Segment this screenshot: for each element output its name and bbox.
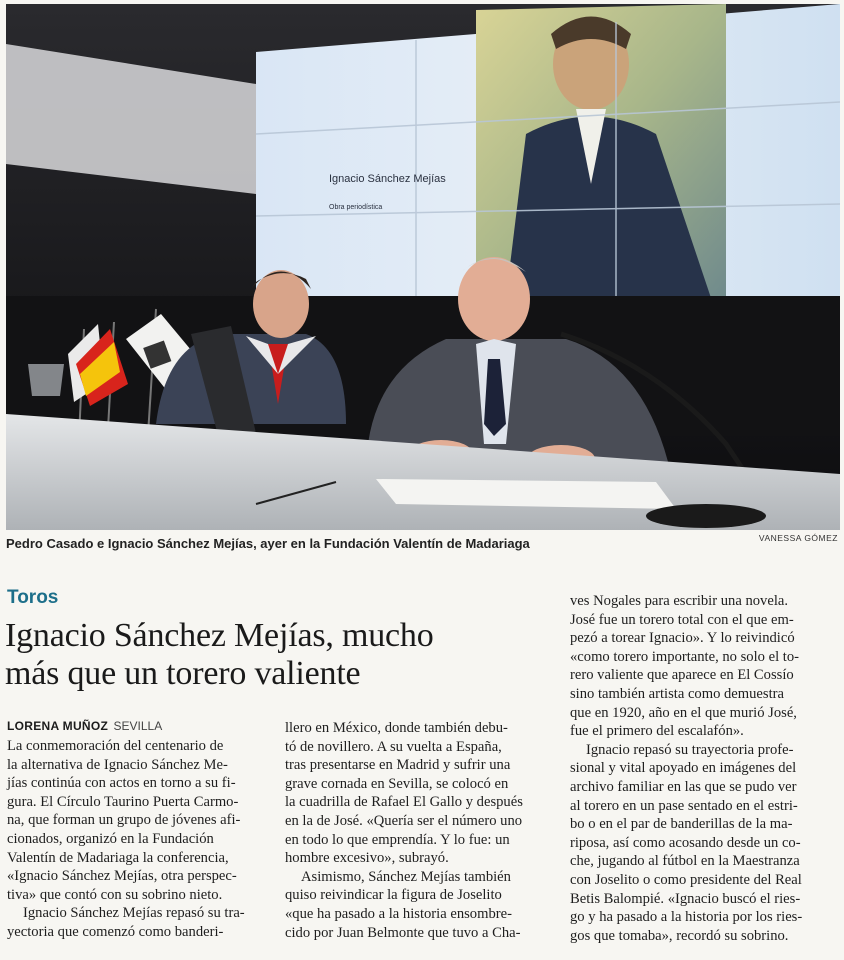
text-line: Asimismo, Sánchez Mejías también bbox=[301, 868, 511, 885]
text-line: go y ha pasado a la historia por los ries- bbox=[570, 909, 803, 926]
article-column-2 bbox=[285, 719, 555, 942]
text-line: tó de novillero. A su vuelta a España, bbox=[285, 738, 502, 755]
text-line: na, que forman un grupo de jóvenes afi- bbox=[7, 812, 241, 829]
text-line: Ignacio repasó su trayectoria profe- bbox=[586, 741, 794, 758]
photo-credit: VANESSA GÓMEZ bbox=[758, 533, 838, 543]
press-photo bbox=[6, 4, 840, 530]
text-line: bo o en el par de banderillas de la ma- bbox=[570, 816, 793, 833]
text-line: sino también artista como demuestra bbox=[570, 685, 784, 702]
byline-place: SEVILLA bbox=[113, 719, 163, 733]
text-line: grave cornada en Sevilla, se colocó en bbox=[285, 775, 509, 792]
text-line: la cuadrilla de Rafael El Gallo y después bbox=[285, 794, 523, 811]
text-line: La conmemoración del centenario de bbox=[7, 738, 224, 754]
text-line: Ignacio Sánchez Mejías repasó su tra- bbox=[23, 905, 245, 922]
headline-line: más que un torero valiente bbox=[5, 655, 361, 692]
text-line: en la de José. «Quería ser el número uno bbox=[285, 812, 523, 829]
text-line: tiva» que contó con su sobrino nieto. bbox=[7, 886, 223, 903]
text-line: la alternativa de Ignacio Sánchez Me- bbox=[7, 756, 228, 773]
text-line: tras presentarse en Madrid y sufrir una bbox=[285, 757, 511, 774]
text-line: cido por Juan Belmonte que tuvo a Cha- bbox=[285, 924, 521, 941]
headline-line: Ignacio Sánchez Mejías, mucho bbox=[5, 617, 434, 654]
text-line: archivo familiar en las que se pudo ver bbox=[570, 778, 797, 795]
text-line: quiso reivindicar la figura de Joselito bbox=[285, 887, 502, 904]
text-line: «como torero importante, no solo el to- bbox=[570, 648, 799, 665]
text-line: llero en México, donde también debu- bbox=[285, 720, 508, 736]
article-column-1 bbox=[7, 737, 269, 942]
text-line: «Ignacio Sánchez Mejías, otra perspec- bbox=[7, 868, 237, 885]
headline bbox=[5, 617, 565, 693]
text-line: Betis Balompié. «Ignacio buscó el ries- bbox=[570, 890, 801, 907]
text-line: con Joselito o como presidente del Real bbox=[570, 871, 802, 888]
text-line: que en 1920, año en el que murió José, bbox=[570, 704, 797, 721]
text-line: yectoria que comenzó como banderi- bbox=[7, 923, 224, 940]
text-line: cionados, organizó en la Fundación bbox=[7, 830, 214, 847]
text-line: pezó a torear Ignacio». Y lo reivindicó bbox=[570, 630, 795, 647]
byline-author: LORENA MUÑOZ bbox=[7, 719, 109, 733]
text-line: ves Nogales para escribir una novela. bbox=[570, 593, 789, 609]
screen-title: Ignacio Sánchez Mejías bbox=[329, 173, 446, 185]
text-line: al torero en un pase sentado en el estri- bbox=[570, 797, 798, 814]
text-line: rero valiente que aparece en El Cossío bbox=[570, 667, 794, 684]
text-line: riposa, así como acosando desde un co- bbox=[570, 834, 801, 851]
text-line: fue el primero del escalafón». bbox=[570, 723, 744, 740]
photo-illustration bbox=[6, 4, 840, 530]
text-line: en todo lo que emprendía. Y lo fue: un bbox=[285, 831, 510, 848]
text-line: gura. El Círculo Taurino Puerta Carmo- bbox=[7, 793, 239, 810]
screen-subtitle: Obra periodística bbox=[329, 204, 383, 211]
text-line: sional y vital apoyado en imágenes del bbox=[570, 760, 797, 777]
text-line: «que ha pasado a la historia ensombre- bbox=[285, 905, 512, 922]
text-line: gos que tomaba», recordó su sobrino. bbox=[570, 927, 789, 944]
text-line: Valentín de Madariaga la conferencia, bbox=[7, 849, 229, 866]
article-column-3 bbox=[570, 592, 838, 945]
text-line: jías continúa con actos en torno a su fi- bbox=[7, 775, 236, 792]
section-label: Toros bbox=[7, 587, 59, 608]
text-line: che, jugando al fútbol en la Maestranza bbox=[570, 853, 800, 870]
photo-caption: Pedro Casado e Ignacio Sánchez Mejías, ayer en la Fundación Valentín de Madariaga bbox=[6, 536, 530, 551]
text-line: hombre excesivo», subrayó. bbox=[285, 850, 449, 867]
text-line: José fue un torero total con el que em- bbox=[570, 611, 794, 628]
byline bbox=[7, 719, 162, 733]
